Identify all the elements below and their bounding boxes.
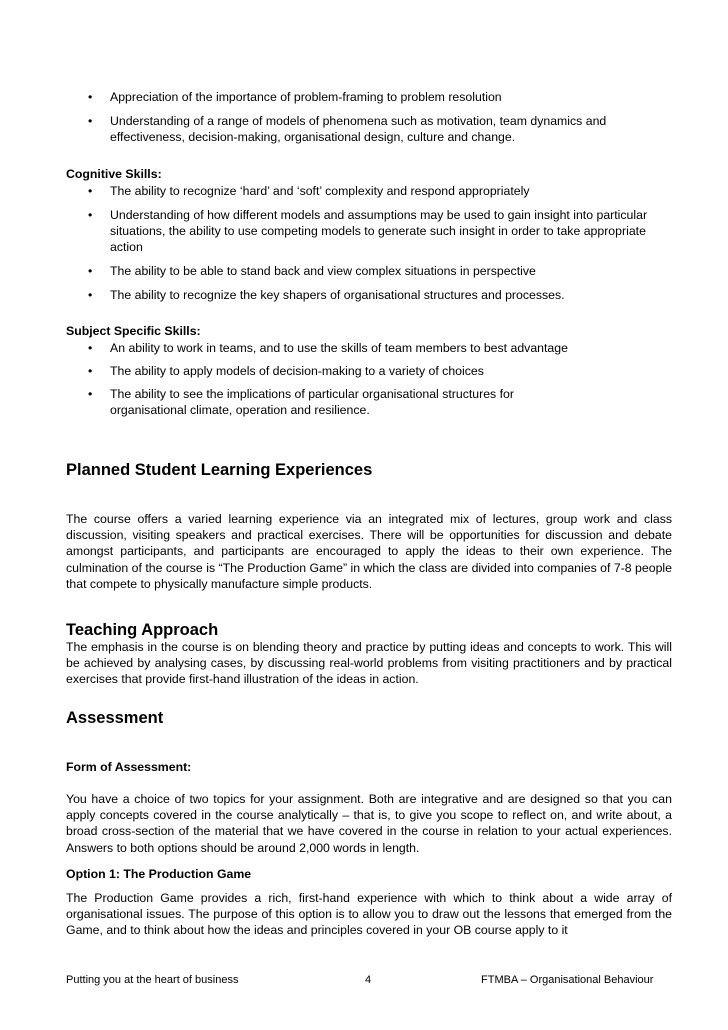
list-item-text: The ability to recognize the key shapers of organisational structures and processes. [110,288,565,302]
list-item [0,363,680,379]
footer-right: FTMBA – Organisational Behaviour [481,974,654,986]
list-item [0,386,680,418]
form-of-assessment-text: You have a choice of two topics for your assignment. Both are integrative and are designed so that you can apply concepts covered in the course analytically – that is, to give you scope to reflect on, and write about, a broad cross-section of the material that we have covered in the course in relation to your actual experiences. Answers to both options should be around 2,000 words in length. [66,792,672,855]
cognitive-skills-list [0,183,656,303]
planned-learning-heading: Planned Student Learning Experiences [66,461,373,479]
assessment-heading: Assessment [66,709,164,727]
bullet-icon: • [88,90,93,104]
list-item-text: Understanding of how different models and assumptions may be used to gain insight into particular situations, the ability to use competing models to generate such insight in order to take appropriate action [110,208,648,254]
list-item-text: The ability to see the implications of particular organisational structures for organisational climate, operation and resilience. [110,387,514,417]
list-item-text: Appreciation of the importance of problem-framing to problem resolution [110,90,502,104]
form-of-assessment-title: Form of Assessment: [66,760,192,774]
option1-title: Option 1: The Production Game [66,867,252,881]
list-item [0,113,680,145]
footer-left: Putting you at the heart of business [66,974,239,986]
bullet-icon: • [88,364,93,378]
subject-skills-list [0,340,680,418]
bullet-icon: • [88,184,93,198]
list-item-text: The ability to be able to stand back and view complex situations in perspective [110,264,536,278]
planned-learning-text: The course offers a varied learning experience via an integrated mix of lectures, group work and class discussion, visiting speakers and practical exercises. There will be opportunities for discussion and debate amongst participants, and participants are encouraged to apply the ideas to their own experience. The culmination of the course is “The Production Game” in which the class are divided into companies of 7-8 people that compete to physically manufacture simple products. [66,512,672,591]
cognitive-skills-title: Cognitive Skills: [66,167,162,181]
list-item [0,263,656,279]
list-item-text: The ability to recognize ‘hard’ and ‘soft’ complexity and respond appropriately [110,184,530,198]
list-item-text: An ability to work in teams, and to use the skills of team members to best advantage [110,341,568,355]
list-item [0,287,656,303]
list-item [0,183,656,199]
bullet-icon: • [88,341,93,355]
teaching-approach-heading: Teaching Approach [66,621,219,639]
list-item-text: Understanding of a range of models of phenomena such as motivation, team dynamics and effectiveness, decision-making, organisational design, culture and change. [110,114,607,144]
list-item-text: The ability to apply models of decision-making to a variety of choices [110,364,484,378]
list-item [0,89,680,105]
option1-text: The Production Game provides a rich, first-hand experience with which to think about a wide array of organisational issues. The purpose of this option is to allow you to draw out the lessons that emerged from the Game, and to think about how the ideas and principles covered in your OB course apply to it [66,891,672,938]
teaching-approach-text: The emphasis in the course is on blending theory and practice by putting ideas and concepts to work. This will be achieved by analysing cases, by discussing real-world problems from visiting practitioners and by practical exercises that provide first-hand illustration of the ideas in action. [66,640,672,687]
list-item [0,340,680,356]
subject-skills-title: Subject Specific Skills: [66,324,201,338]
bullet-icon: • [88,288,93,302]
list-item [0,207,656,255]
bullet-icon: • [88,387,93,401]
bullet-icon: • [88,114,93,128]
bullet-icon: • [88,264,93,278]
bullet-icon: • [88,208,93,222]
page-number: 4 [365,974,372,986]
top-bullet-list [0,89,680,145]
